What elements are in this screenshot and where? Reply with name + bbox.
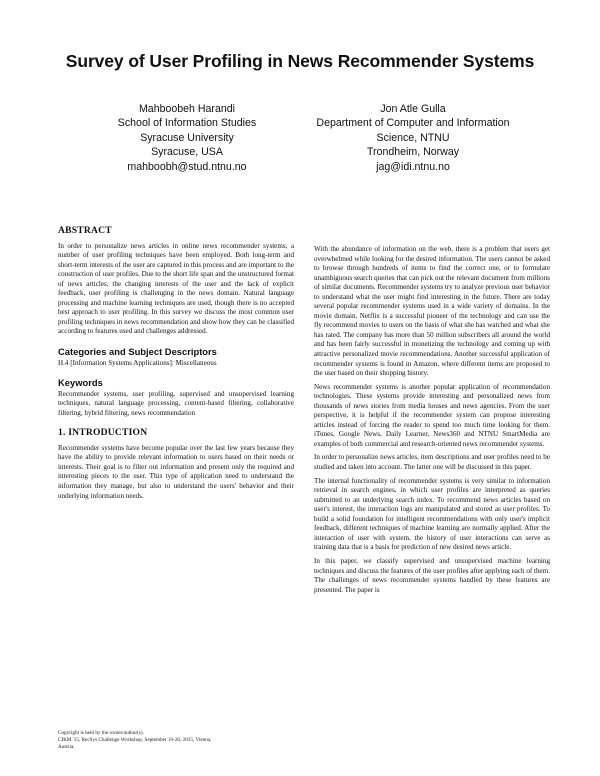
introduction-heading: 1. INTRODUCTION [58,427,148,439]
body-paragraph: The internal functionality of recommender systems is very similar to information retrieval in search engines, in which user profiles are interpreted as queries submitted to an underlying search index. To recommend news articles based on user's interest, the interaction logs are manipulated and stored as user profiles. To build a solid foundation for intelligent recommendations with only user's implicit feedback, different techniques of machine learning are normally applied. After the interaction of user with system, the history of user interactions can serve as training data that is a basis for prediction of new desired news article. [314,476,550,552]
author-name: Jon Atle Gulla [380,103,446,115]
author-affiliation: Department of Computer and Information [316,117,510,130]
categories-text: H.4 [Information Systems Applications]: Miscellaneous [58,358,217,367]
author-email: jag@idi.ntnu.no [376,160,450,173]
abstract-text: In order to personalize news articles in online news recommender systems, a number of user profiling techniques have been employed. Both long-term and short-term interests of the user are captured in this process and are important to the construction of user profiles. Due to the short life span and the unstructured format of news articles, the changing interests of the user and the lack of explicit feedback, user profiling is challenging in the news domain. Natural language processing and machine learning techniques are used, though there is no accepted best approach to user profiling. In this survey we discuss the most common user profiling techniques in news recommendation and show how they can be classified according to features used and challenges addressed. [58,241,294,336]
right-column [314,245,550,599]
author-block-2 [298,102,528,174]
left-column [58,226,294,505]
footnote-line: CIKM '15, RecSys Challenge Workshop, September 16-20, 2015, Vienna, [58,737,212,743]
author-email: mahboobh@stud.ntnu.no [127,160,247,173]
abstract-heading: ABSTRACT [58,225,112,236]
author-institution: Syracuse University [140,131,234,144]
keywords-text: Recommender systems, user profiling, supervised and unsupervised learning techniques, natural language processing, content-based filtering, collaborative filtering, hybrid filtering, news recommendation [58,389,294,417]
body-paragraph: News recommender systems is another popular application of recommendation technologies. These systems provide interesting and personalized news from thousands of news stories from media houses and news agencies. From the user perspective, it is helpful if the recommender system can propose interesting articles instead of forcing the reader to spend too much time looking for them. iTunes, Google News, Daily Learner, News360 and NTNU SmartMedia are examples of both commercial and research-oriented news recommender systems. [314,382,550,448]
author-affiliation: School of Information Studies [117,117,257,130]
introduction-text: Recommender systems have become popular over the last few years because they have the ability to provide relevant information to users based on their needs or interests. Their goal is to filter out information and present only the required and interesting pieces to the user. This type of application need to understand the information they manage, but also to understand the users' behavior and their underlying information needs. [58,443,294,500]
footnote-line: Austria. [58,744,75,750]
keywords-heading: Keywords [58,377,103,389]
author-institution: Science, NTNU [376,131,450,144]
categories-heading: Categories and Subject Descriptors [58,346,217,358]
paper-title: Survey of User Profiling in News Recommender Systems [65,51,535,71]
copyright-footnote [58,730,294,751]
author-block-1 [72,102,302,174]
author-location: Trondheim, Norway [366,146,460,159]
body-paragraph: In this paper, we classify supervised and unsupervised machine learning techniques and discuss the features of the user profiles after applying each of them. The challenges of news recommender systems handled by these features are presented. The paper is [314,556,550,594]
body-paragraph: In order to personalize news articles, item descriptions and user profiles need to be studied and taken into account. The latter one will be discussed in this paper. [314,453,550,472]
author-name: Mahboobeh Harandi [138,103,235,115]
author-location: Syracuse, USA [151,146,223,159]
footnote-line: Copyright is held by the owner/author(s). [58,730,144,736]
body-paragraph: With the abundance of information on the web, there is a problem that users get overwhelmed while looking for the desired information. The users cannot be asked to browse through hundreds of items to find the correct one, or to formulate unambiguous search queries that can pick out the relevant document from millions of similar documents. Recommender systems try to analyze previous user behavior to understand what the user might find interesting in the future. There are today several popular recommender systems used in a wide variety of domains. In the movie domain, Netflix is a successful pioneer of the technology and can use the fly recommend movies to users on the basis of what she has watched and what she has rated. The company has more than 50 million subscribers all around the world and has been fairly successful in monetizing the technology and coming up with attractive personalized movie recommendations. Another successful application of recommender systems is found in Amazon, where different items are proposed to the user based on their shopping history. [314,245,550,378]
